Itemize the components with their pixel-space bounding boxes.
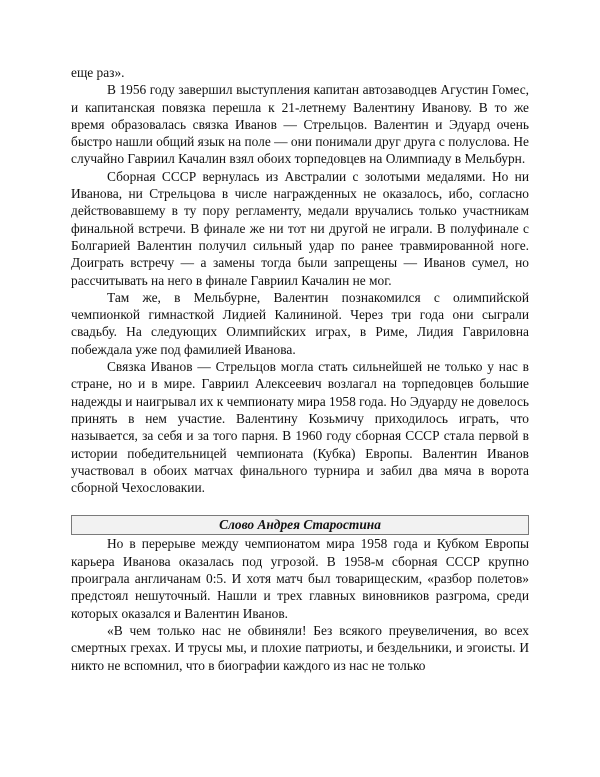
paragraph-continuation: еще раз». [71,65,125,80]
paragraph: В 1956 году завершил выступления капитан автозаводцев Агустин Гомес, и капитанская повязка перешла к 21-летнему Валентину Иванову. В то же время образовалась связка Иванов — Стрельцов. Валентин и Эдуард очень быстро нашли общий язык на поле — они понимали друг друга с полуслова. Не случайно Гавриил Качалин взял обоих торпедовцев на Олимпиаду в Мельбурн. [71,82,529,167]
paragraph: Там же, в Мельбурне, Валентин познакомился с олимпийской чемпионкой гимнасткой Лидией Калининой. Через три года они сыграли свадьбу. На следующих Олимпийских играх, в Риме, Лидия Гавриловна побеждала уже под фамилией Иванова. [71,289,529,357]
paragraph-truncated: «В чем только нас не обвиняли! Без всякого преувеличения, во всех смертных грехах. И трусы мы, и плохие патриоты, и бездельники, и эгоисты. И никто не вспомнил, что в биографии каждого из нас не только [71,622,529,673]
document-page [71,64,529,674]
paragraph: Сборная СССР вернулась из Австралии с золотыми медалями. Но ни Иванова, ни Стрельцова в числе награжденных не оказалось, ибо, согласно действовавшему в ту пору регламенту, медали вручались только участникам финальной встречи. В финале же ни тот ни другой не играли. В полуфинале с Болгарией Валентин получил сильный удар по ранее травмированной ноге. Доиграть встречу — а замены тогда были запрещены — Иванов сумел, но рассчитывать на него в финале Гавриил Качалин не мог. [71,168,529,288]
paragraph: Связка Иванов — Стрельцов могла стать сильнейшей не только у нас в стране, но и в мире. Гавриил Алексеевич возлагал на торпедовцев большие надежды и наигрывал их к чемпионату мира 1958 года. Но Эдуарду не довелось принять в нем участие. Валентину Козьмичу приходилось играть, что называется, за себя и за того парня. В 1960 году сборная СССР стала первой в истории победительницей чемпионата (Кубка) Европы. Валентин Иванов участвовал в обоих матчах финального турнира и забил два мяча в ворота сборной Чехословакии. [71,359,529,496]
section-heading: Слово Андрея Старостина [71,515,529,535]
paragraph: Но в перерыве между чемпионатом мира 1958 года и Кубком Европы карьера Иванова оказалась под угрозой. В 1958-м сборная СССР крупно проиграла англичанам 0:5. И хотя матч был товарищеским, «разбор полетов» предстоял нешуточный. Нашли и трех главных виновников разгрома, среди которых оказался и Валентин Иванов. [71,536,529,621]
